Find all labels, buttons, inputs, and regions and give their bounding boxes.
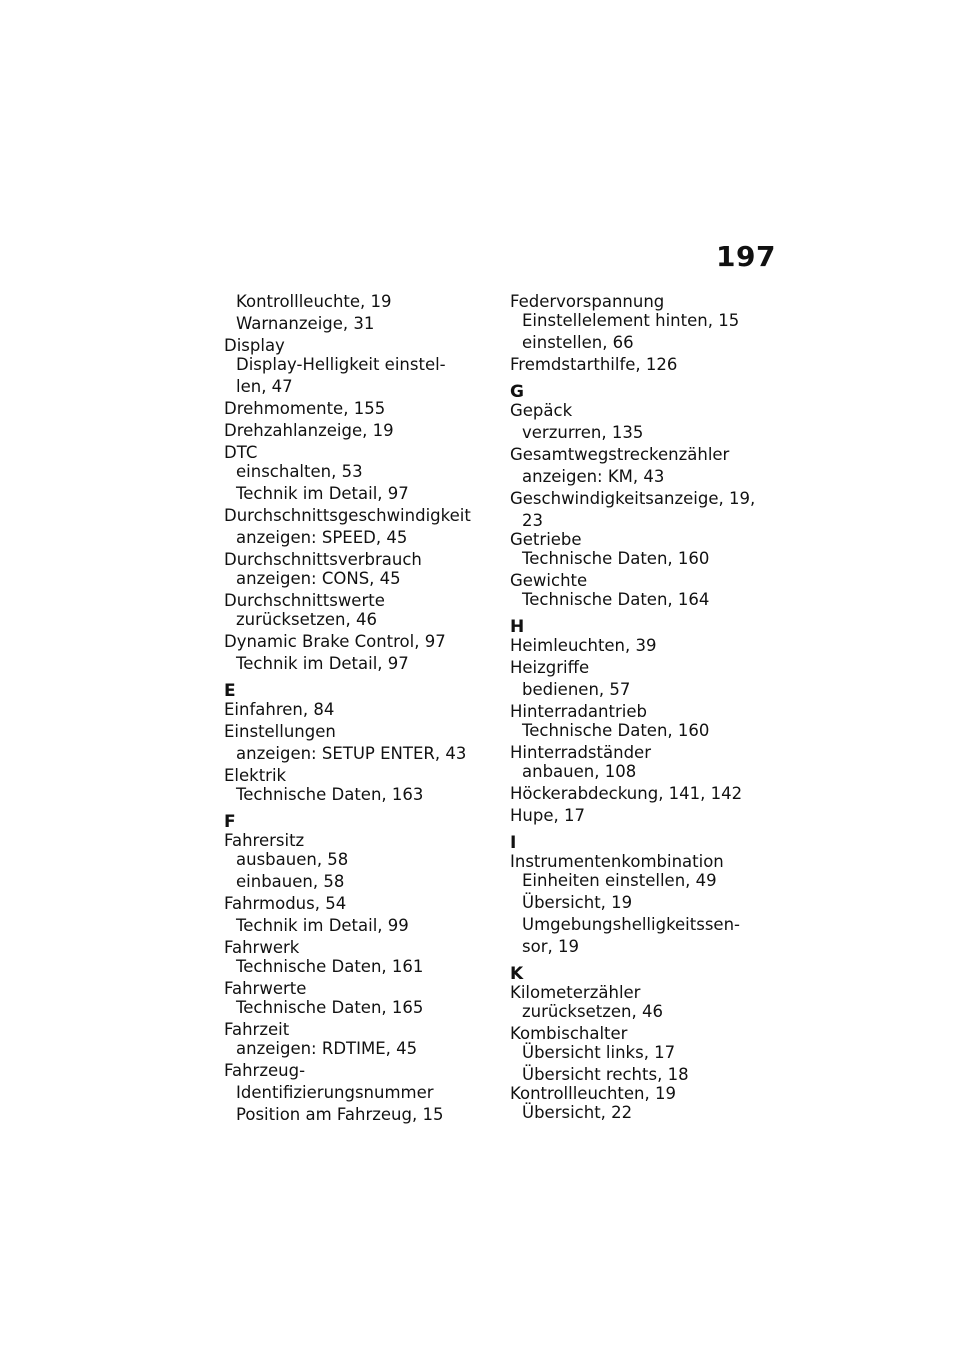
index-column-left xyxy=(224,292,499,1124)
index-entry: Hupe, 17 xyxy=(510,806,585,825)
index-subentry: anzeigen: SPEED, 45 xyxy=(236,528,408,547)
index-entry: Gewichte xyxy=(510,571,588,590)
section-letter-k: K xyxy=(510,964,524,984)
index-entry-continuation: 23 xyxy=(522,511,543,530)
index-column-right xyxy=(510,292,772,1122)
index-subentry: Technik im Detail, 97 xyxy=(236,654,409,673)
index-entry: Getriebe xyxy=(510,530,582,549)
index-entry: Hinterradantrieb xyxy=(510,702,647,721)
index-entry: Heimleuchten, 39 xyxy=(510,636,657,655)
index-subentry-continuation: sor, 19 xyxy=(522,937,579,956)
index-subentry: Kontrollleuchte, 19 xyxy=(236,292,392,311)
index-subentry: Technische Daten, 165 xyxy=(236,998,424,1017)
index-subentry: einschalten, 53 xyxy=(236,462,363,481)
section-letter-g: G xyxy=(510,382,524,402)
index-subentry: Einstellelement hinten, 15 xyxy=(522,311,740,330)
index-entry: Gesamtwegstreckenzähler xyxy=(510,445,730,464)
index-subentry: Übersicht, 22 xyxy=(522,1103,633,1122)
section-letter-i: I xyxy=(510,833,517,853)
index-subentry: anzeigen: KM, 43 xyxy=(522,467,665,486)
index-subentry-continuation: len, 47 xyxy=(236,377,293,396)
index-subentry: anbauen, 108 xyxy=(522,762,637,781)
index-entry: Fahrzeug- xyxy=(224,1061,306,1080)
index-entry: Einstellungen xyxy=(224,722,336,741)
index-entry: Durchschnittsgeschwindigkeit xyxy=(224,506,471,525)
index-entry: Fahrmodus, 54 xyxy=(224,894,347,913)
index-entry: Kilometerzähler xyxy=(510,983,641,1002)
index-subentry: Technische Daten, 160 xyxy=(522,721,710,740)
index-subentry: Übersicht, 19 xyxy=(522,893,633,912)
index-subentry: einstellen, 66 xyxy=(522,333,634,352)
index-entry: Drehmomente, 155 xyxy=(224,399,386,418)
index-entry: Instrumentenkombination xyxy=(510,852,724,871)
index-entry: Kontrollleuchten, 19 xyxy=(510,1084,676,1103)
index-subentry: verzurren, 135 xyxy=(522,423,644,442)
index-entry: Kombischalter xyxy=(510,1024,628,1043)
index-entry: Hinterradständer xyxy=(510,743,651,762)
index-subentry: Position am Fahrzeug, 15 xyxy=(236,1105,444,1124)
section-letter-f: F xyxy=(224,812,236,832)
index-entry: Display xyxy=(224,336,285,355)
index-entry: Durchschnittswerte xyxy=(224,591,385,610)
index-entry: Fahrwerk xyxy=(224,938,300,957)
index-subentry: ausbauen, 58 xyxy=(236,850,349,869)
section-letter-h: H xyxy=(510,617,525,637)
index-entry: Gepäck xyxy=(510,401,573,420)
index-subentry: Warnanzeige, 31 xyxy=(236,314,375,333)
index-subentry: Technische Daten, 161 xyxy=(236,957,424,976)
index-entry: Heizgriffe xyxy=(510,658,590,677)
index-subentry: Technik im Detail, 97 xyxy=(236,484,409,503)
index-entry: Fahrersitz xyxy=(224,831,305,850)
index-subentry: Einheiten einstellen, 49 xyxy=(522,871,717,890)
index-entry: DTC xyxy=(224,443,258,462)
index-subentry: Technische Daten, 164 xyxy=(522,590,710,609)
index-subentry: Technische Daten, 160 xyxy=(522,549,710,568)
index-subentry: Übersicht rechts, 18 xyxy=(522,1065,689,1084)
index-subentry: Technik im Detail, 99 xyxy=(236,916,409,935)
index-subentry: anzeigen: SETUP ENTER, 43 xyxy=(236,744,467,763)
index-entry: Drehzahlanzeige, 19 xyxy=(224,421,394,440)
index-subentry: einbauen, 58 xyxy=(236,872,345,891)
index-entry: Dynamic Brake Control, 97 xyxy=(224,632,446,651)
page-number: 197 xyxy=(716,240,776,273)
index-subentry: Umgebungshelligkeitssen- xyxy=(522,915,740,934)
index-subentry: Identifizierungsnummer xyxy=(236,1083,434,1102)
index-entry: Fremdstarthilfe, 126 xyxy=(510,355,678,374)
index-subentry: Übersicht links, 17 xyxy=(522,1043,676,1062)
index-entry: Fahrwerte xyxy=(224,979,307,998)
index-subentry: Display-Helligkeit einstel- xyxy=(236,355,446,374)
index-subentry: anzeigen: RDTIME, 45 xyxy=(236,1039,418,1058)
index-entry: Einfahren, 84 xyxy=(224,700,335,719)
index-entry: Höckerabdeckung, 141, 142 xyxy=(510,784,743,803)
index-subentry: zurücksetzen, 46 xyxy=(522,1002,663,1021)
index-entry: Federvorspannung xyxy=(510,292,665,311)
index-entry: Elektrik xyxy=(224,766,287,785)
section-letter-e: E xyxy=(224,681,236,701)
index-subentry: anzeigen: CONS, 45 xyxy=(236,569,401,588)
index-subentry: Technische Daten, 163 xyxy=(236,785,424,804)
index-entry: Geschwindigkeitsanzeige, 19, xyxy=(510,489,756,508)
index-subentry: bedienen, 57 xyxy=(522,680,631,699)
index-subentry: zurücksetzen, 46 xyxy=(236,610,377,629)
index-entry: Durchschnittsverbrauch xyxy=(224,550,422,569)
index-entry: Fahrzeit xyxy=(224,1020,290,1039)
